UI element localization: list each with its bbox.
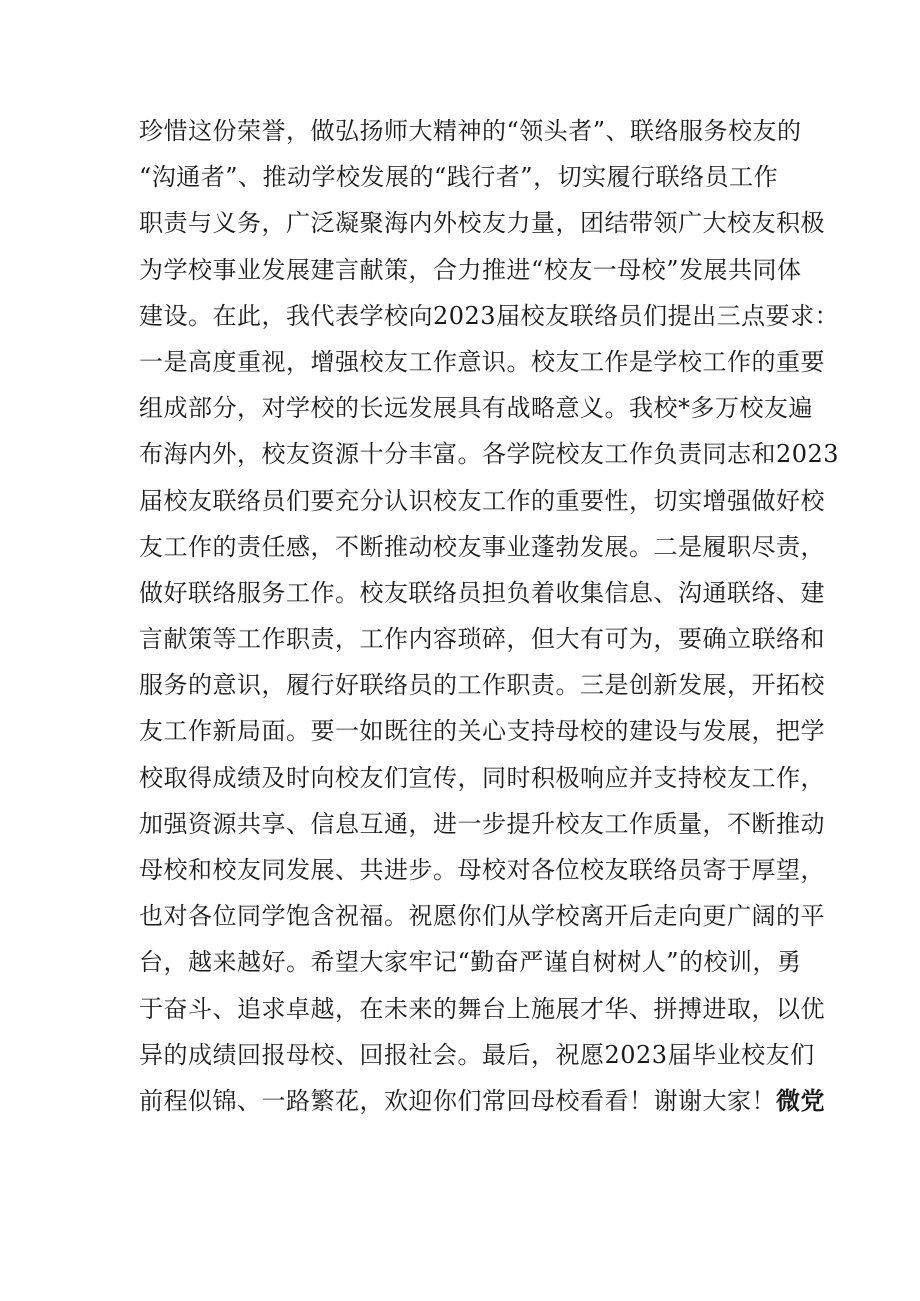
text-line-2: “沟通者”、推动学校发展的“践行者”，切实履行联络员工作 — [139, 163, 779, 192]
text-line-4: 为学校事业发展建言献策，合力推进“校友一母校”发展共同体 — [139, 255, 802, 284]
text-line-7: 组成部分，对学校的长远发展具有战略意义。我校*多万校友遍 — [139, 394, 813, 423]
text-line-11: 做好联络服务工作。校友联络员担负着收集信息、沟通联络、建 — [139, 578, 825, 607]
text-line-13: 服务的意识，履行好联络员的工作职责。三是创新发展，开拓校 — [139, 671, 825, 700]
text-line-19: 台，越来越好。希望大家牢记“勤奋严谨自树树人”的校训，勇 — [139, 948, 802, 977]
last-line-text: 前程似锦、一路繁花，欢迎你们常回母校看看！谢谢大家！ — [139, 1086, 776, 1115]
text-line-10: 友工作的责任感，不断推动校友事业蓬勃发展。二是履职尽责， — [139, 532, 825, 561]
body-paragraph — [139, 108, 840, 1124]
text-line-1: 珍惜这份荣誉，做弘扬师大精神的“领头者”、联络服务校友的 — [139, 117, 802, 145]
text-line-16: 加强资源共享、信息互通，进一步提升校友工作质量，不断推动 — [139, 809, 825, 838]
text-line-12: 言献策等工作职责，工作内容琐碎，但大有可为，要确立联络和 — [139, 625, 825, 654]
text-line-8: 布海内外，校友资源十分丰富。各学院校友工作负责同志和2023 — [139, 440, 840, 469]
text-line-17: 母校和校友同发展、共进步。母校对各位校友联络员寄于厚望， — [139, 856, 825, 884]
text-line-6: 一是高度重视，增强校友工作意识。校友工作是学校工作的重要 — [139, 347, 825, 376]
text-line-15: 校取得成绩及时向校友们宣传，同时积极响应并支持校友工作， — [139, 763, 825, 792]
text-line-9: 届校友联络员们要充分认识校友工作的重要性，切实增强做好校 — [139, 486, 825, 515]
text-line-20: 于奋斗、追求卓越，在未来的舞台上施展才华、拼搏进取，以优 — [139, 994, 825, 1023]
text-line-21: 异的成绩回报母校、回报社会。最后，祝愿2023届毕业校友们 — [139, 1040, 815, 1069]
text-line-14: 友工作新局面。要一如既往的关心支持母校的建设与发展，把学 — [139, 717, 825, 746]
truncated-bold-text: 微党 — [776, 1086, 825, 1115]
text-line-3: 职责与义务，广泛凝聚海内外校友力量，团结带领广大校友积极 — [139, 209, 825, 238]
text-line-18: 也对各位同学饱含祝福。祝愿你们从学校离开后走向更广阔的平 — [139, 902, 825, 931]
text-line-22 — [139, 1078, 825, 1124]
text-line-5: 建设。在此，我代表学校向2023届校友联络员们提出三点要求： — [139, 301, 840, 330]
